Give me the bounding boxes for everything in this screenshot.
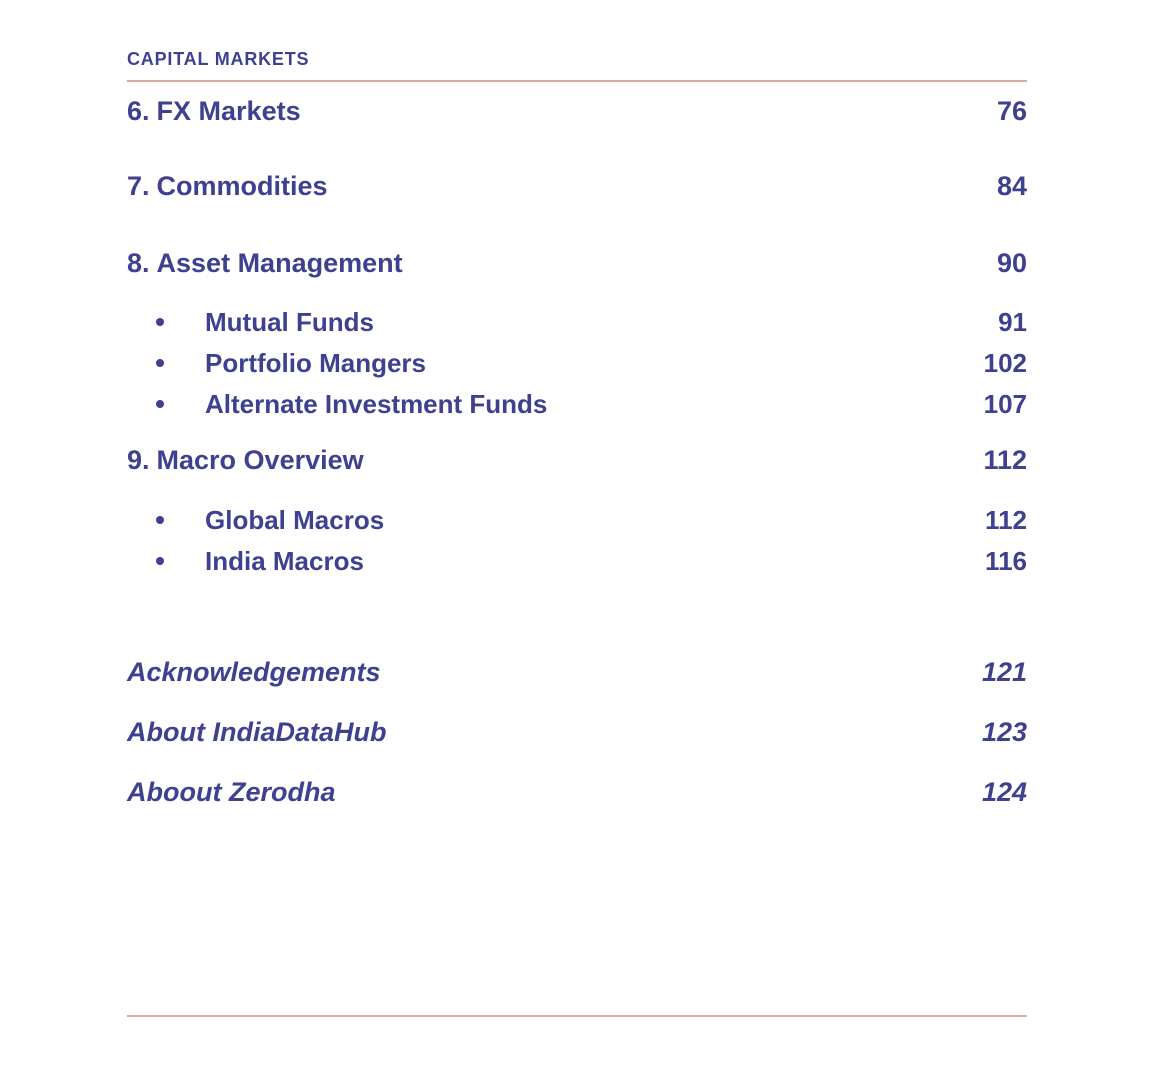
toc-subentry-mutual-funds[interactable] [127,305,1027,339]
toc-subentry-title-group [127,346,426,380]
toc-entry-commodities[interactable] [127,169,1027,203]
chapter-title: Asset Management [156,248,403,278]
toc-entry-about-indiadatahub[interactable] [127,715,1027,749]
toc-entry-title-group [127,443,364,477]
toc-entry-fx-markets[interactable] [127,94,1027,128]
toc-entry-macro-overview[interactable] [127,443,1027,477]
toc-entry-title-group [127,94,301,128]
subentry-title: Global Macros [205,505,385,535]
toc-entry-asset-management[interactable] [127,246,1027,280]
section-header: CAPITAL MARKETS [127,49,310,69]
page-number: 112 [983,445,1027,475]
bullet-icon [156,318,164,326]
page-number: 116 [985,546,1027,576]
bullet-icon [156,359,164,367]
toc-entry-about-zerodha[interactable] [127,775,1027,809]
toc-subentry-global-macros[interactable] [127,503,1027,537]
toc-subentry-portfolio-mangers[interactable] [127,346,1027,380]
chapter-number: 7. [127,171,150,201]
page-number: 84 [996,171,1027,201]
toc-entry-title-group [127,655,381,689]
page-number: 123 [981,717,1027,747]
page-number: 102 [983,348,1027,378]
chapter-number: 9. [127,445,150,475]
toc-entry-acknowledgements[interactable] [127,655,1027,689]
toc-entry-title-group [127,715,386,749]
chapter-number: 6. [127,96,150,126]
page-number: 90 [996,248,1027,278]
bullet-icon [156,557,164,565]
toc-subentry-title-group [127,544,364,578]
back-matter-title: Acknowledgements [127,657,381,687]
chapter-number: 8. [127,248,150,278]
toc-entry-title-group [127,246,403,280]
chapter-title: Macro Overview [156,445,364,475]
page-number: 121 [981,657,1027,687]
subentry-title: Alternate Investment Funds [205,389,548,419]
toc-subentry-title-group [127,387,547,421]
back-matter-title: About IndiaDataHub [127,717,387,747]
chapter-title: FX Markets [156,96,301,126]
toc-entry-title-group [127,169,328,203]
bullet-icon [156,400,164,408]
toc-subentry-india-macros[interactable] [127,544,1027,578]
page-number: 124 [981,777,1027,807]
toc-subentry-alternate-investment-funds[interactable] [127,387,1027,421]
page-number: 112 [985,505,1027,535]
page-number: 91 [998,307,1027,337]
subentry-title: Portfolio Mangers [205,348,427,378]
toc-entry-title-group [127,775,335,809]
chapter-title: Commodities [156,171,328,201]
bottom-divider [127,1015,1027,1017]
bullet-icon [156,516,164,524]
toc-subentry-title-group [127,305,374,339]
toc-subentry-title-group [127,503,384,537]
page-number: 107 [983,389,1027,419]
back-matter-title: Aboout Zerodha [127,777,336,807]
top-divider [127,80,1027,82]
subentry-title: India Macros [205,546,364,576]
subentry-title: Mutual Funds [205,307,374,337]
toc-content [127,0,1027,1080]
page-number: 76 [996,96,1027,126]
